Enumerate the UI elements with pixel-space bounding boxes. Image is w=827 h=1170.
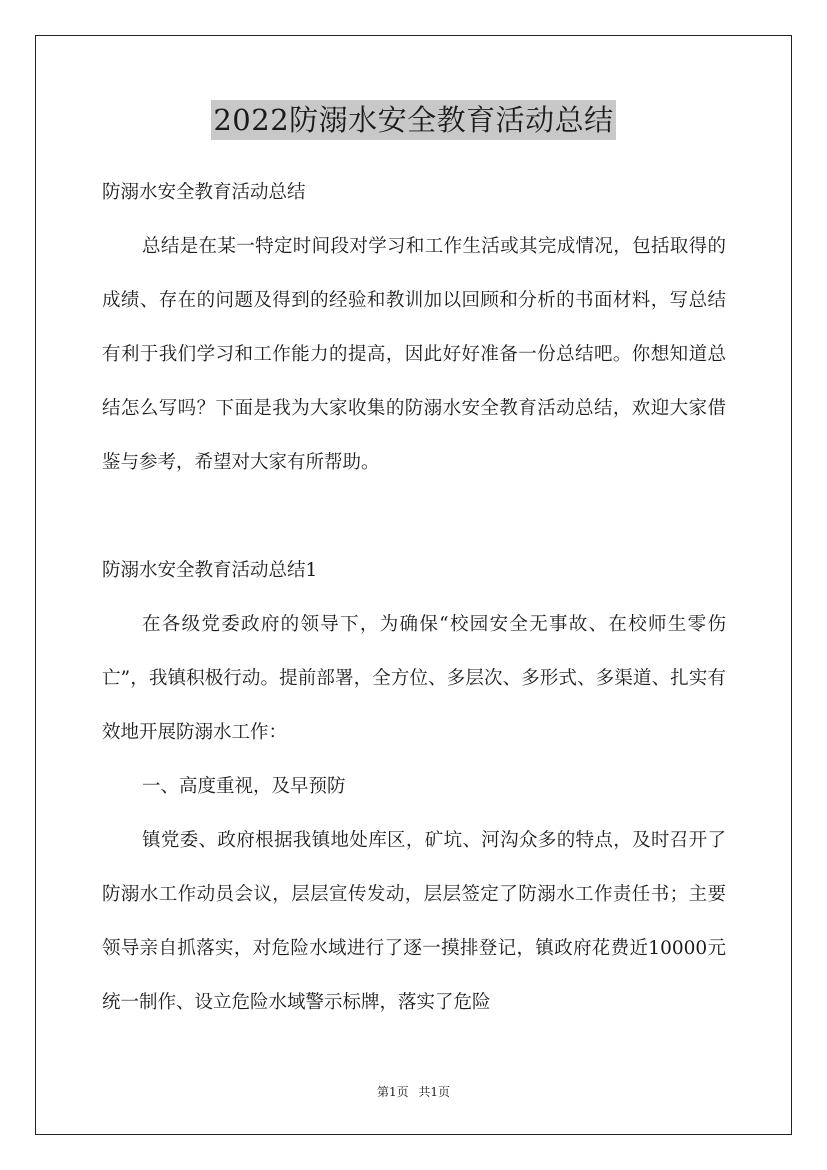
body-paragraph: 在各级党委政府的领导下，为确保“校园安全无事故、在校师生零伤亡”，我镇积极行动。提前部署，全方位、多层次、多形式、多渠道、扎实有效地开展防溺水工作： (102, 614, 726, 743)
page-footer (0, 1084, 827, 1100)
section-heading-1: 防溺水安全教育活动总结1 (102, 560, 318, 581)
intro-paragraph: 总结是在某一特定时间段对学习和工作生活或其完成情况，包括取得的成绩、存在的问题及得到的经验和教训加以回顾和分析的书面材料，写总结有利于我们学习和工作能力的提高，因此好好准备一份总结吧。你想知道总结怎么写吗？下面是我为大家收集的防溺水安全教育活动总结，欢迎大家借鉴与参考，希望对大家有所帮助。 (102, 236, 726, 473)
document-title: 2022防溺水安全教育活动总结 (211, 100, 615, 140)
subsection-heading: 一、高度重视，及早预防 (142, 776, 346, 797)
section-heading: 防溺水安全教育活动总结 (102, 182, 306, 203)
paragraph-gap (102, 490, 726, 544)
title-container (0, 100, 827, 140)
page-number: 第1页 (376, 1085, 409, 1099)
body-paragraph: 镇党委、政府根据我镇地处库区，矿坑、河沟众多的特点，及时召开了防溺水工作动员会议，层层宣传发动，层层签定了防溺水工作责任书；主要领导亲自抓落实，对危险水域进行了逐一摸排登记，镇政府花费近10000元统一制作、设立危险水域警示标牌，落实了危险 (102, 830, 726, 1013)
page-total: 共1页 (418, 1085, 451, 1099)
document-body (102, 166, 726, 1030)
